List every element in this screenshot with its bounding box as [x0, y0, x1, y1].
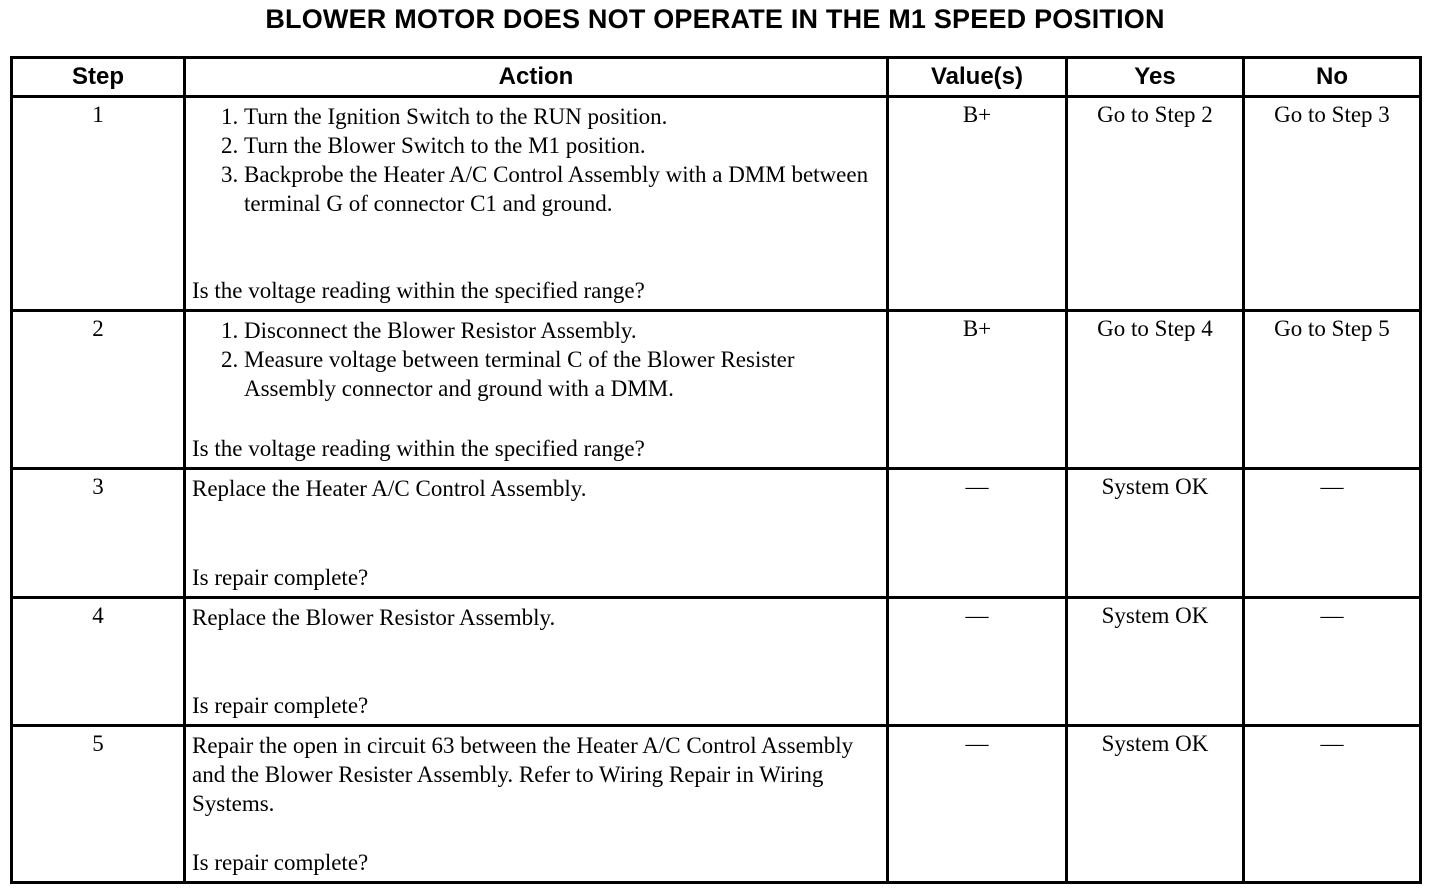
- page-title: BLOWER MOTOR DOES NOT OPERATE IN THE M1 SPEED POSITION: [265, 4, 1165, 34]
- no-cell: —: [1244, 469, 1421, 597]
- yes-cell: System OK: [1067, 725, 1244, 882]
- action-cell: [185, 469, 888, 597]
- table-row: [12, 725, 1421, 882]
- step-number: 4: [12, 597, 185, 725]
- step-number: 5: [12, 725, 185, 882]
- question-text: Is the voltage reading within the specified range?: [192, 278, 645, 304]
- diagnostic-table: [10, 56, 1422, 884]
- header-step: Step: [12, 58, 185, 97]
- instruction-item: 3. Backprobe the Heater A/C Control Assembly with a DMM between terminal G of connector C1 and ground.: [244, 160, 880, 218]
- value-cell: —: [888, 597, 1067, 725]
- yes-cell: System OK: [1067, 597, 1244, 725]
- instruction-item: 2. Measure voltage between terminal C of the Blower Resister Assembly connector and ground with a DMM.: [244, 345, 880, 403]
- step-number: 3: [12, 469, 185, 597]
- action-text: Replace the Heater A/C Control Assembly.: [192, 476, 587, 502]
- question-text: Is repair complete?: [192, 692, 369, 718]
- no-cell: —: [1244, 597, 1421, 725]
- action-cell: [185, 725, 888, 882]
- table-row: [12, 597, 1421, 725]
- step-number: 2: [12, 311, 185, 469]
- instruction-list: [192, 102, 880, 218]
- yes-cell: Go to Step 2: [1067, 97, 1244, 311]
- action-text: Repair the open in circuit 63 between the Heater A/C Control Assembly and the Blower Resister Assembly. Refer to Wiring Repair in Wiring Systems.: [192, 732, 854, 816]
- action-cell: [185, 97, 888, 311]
- yes-cell: System OK: [1067, 469, 1244, 597]
- instruction-item: 1. Disconnect the Blower Resistor Assembly.: [244, 316, 880, 345]
- instruction-item: 1. Turn the Ignition Switch to the RUN position.: [244, 102, 880, 131]
- table-row: [12, 311, 1421, 469]
- question-text: Is repair complete?: [192, 564, 369, 590]
- action-cell: [185, 311, 888, 469]
- no-cell: Go to Step 5: [1244, 311, 1421, 469]
- action-text: Replace the Blower Resistor Assembly.: [192, 604, 556, 630]
- instruction-item: 2. Turn the Blower Switch to the M1 position.: [244, 131, 880, 160]
- value-cell: —: [888, 725, 1067, 882]
- no-cell: —: [1244, 725, 1421, 882]
- yes-cell: Go to Step 4: [1067, 311, 1244, 469]
- header-no: No: [1244, 58, 1421, 97]
- action-cell: [185, 597, 888, 725]
- question-text: Is the voltage reading within the specified range?: [192, 436, 645, 462]
- header-action: Action: [185, 58, 888, 97]
- table-header-row: [12, 58, 1421, 97]
- value-cell: B+: [888, 311, 1067, 469]
- value-cell: B+: [888, 97, 1067, 311]
- table-row: [12, 97, 1421, 311]
- value-cell: —: [888, 469, 1067, 597]
- step-number: 1: [12, 97, 185, 311]
- instruction-list: [192, 316, 880, 403]
- header-yes: Yes: [1067, 58, 1244, 97]
- no-cell: Go to Step 3: [1244, 97, 1421, 311]
- table-row: [12, 469, 1421, 597]
- question-text: Is repair complete?: [192, 850, 369, 875]
- header-values: Value(s): [888, 58, 1067, 97]
